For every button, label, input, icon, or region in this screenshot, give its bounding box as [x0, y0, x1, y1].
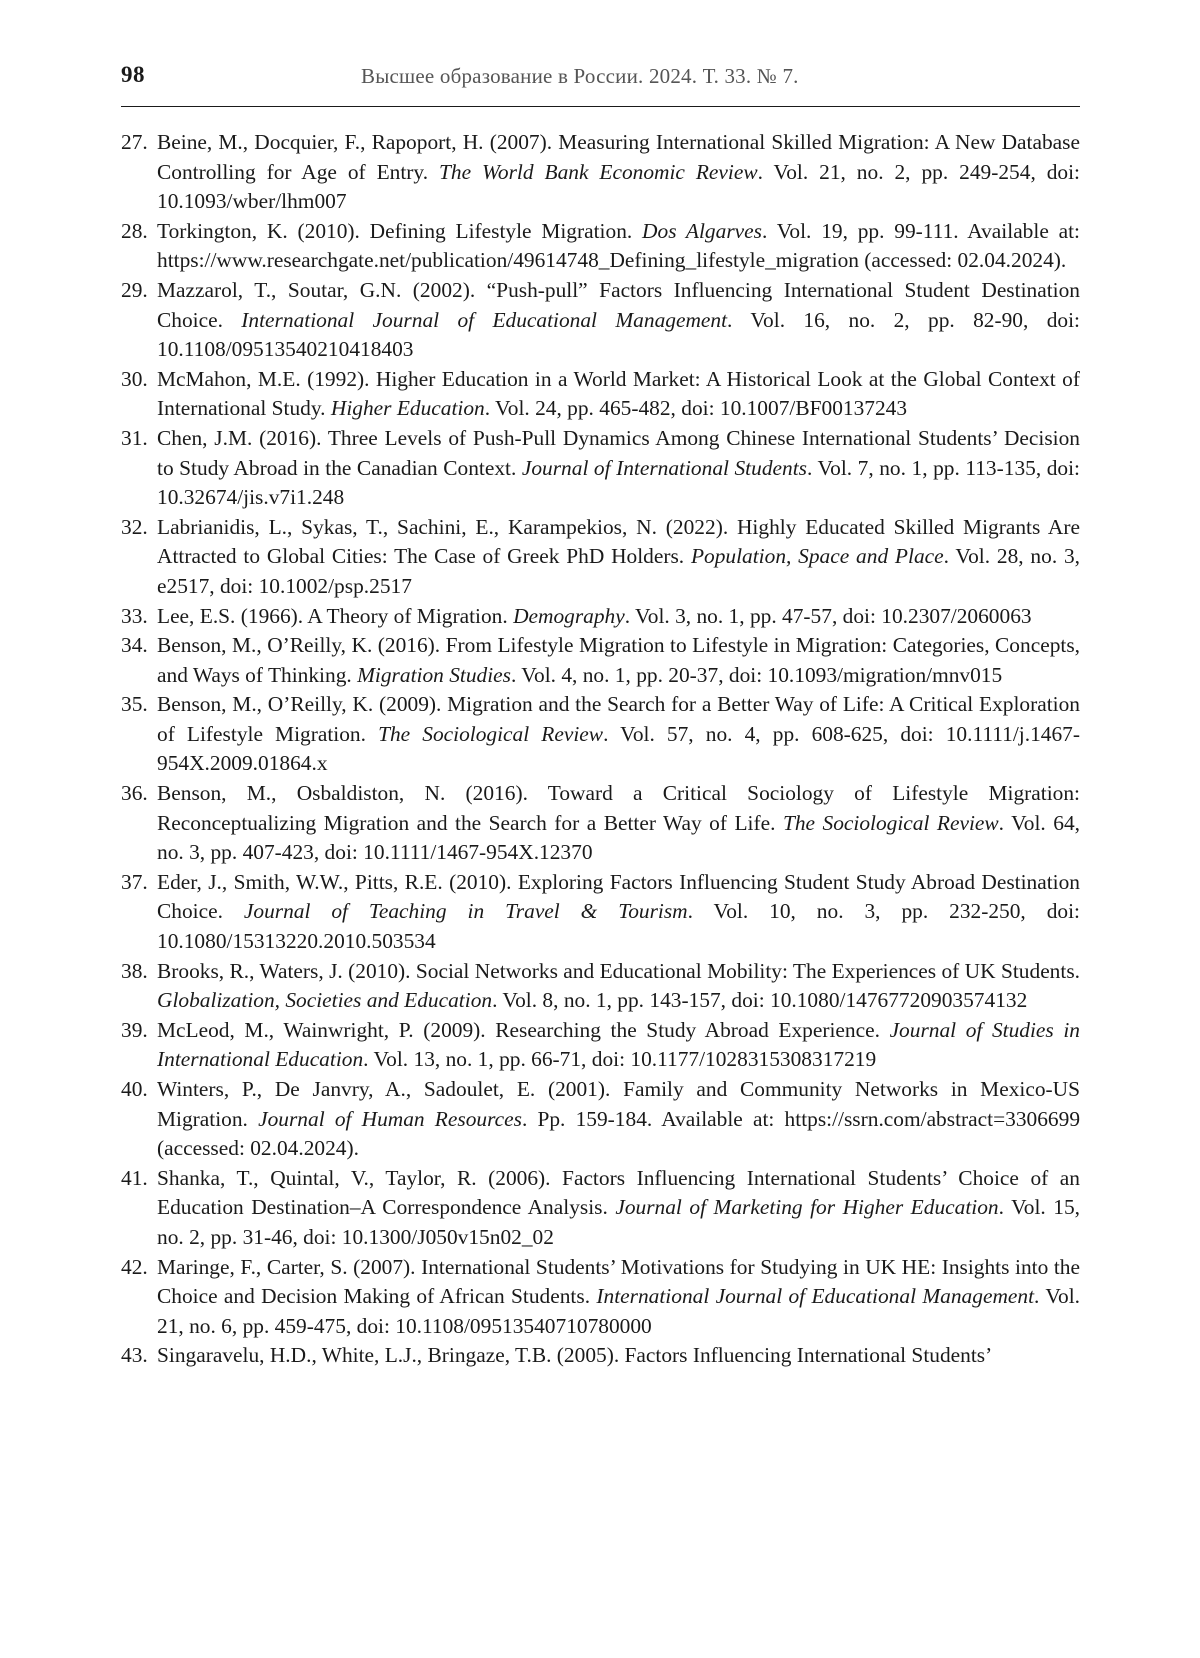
reference-journal: The World Bank Economic Review — [439, 159, 758, 184]
reference-text: Eder, J., Smith, W.W., Pitts, R.E. (2010). Exploring Factors Influencing Student Study Abroad Destination Choice. — [157, 869, 1080, 924]
reference-journal: Journal of International Students — [521, 455, 807, 480]
reference-details: . Vol. 7, no. 1, pp. 113-135, doi: 10.32674/jis.v7i1.248 — [157, 455, 1080, 510]
reference-item — [121, 1016, 1080, 1075]
running-title: Высшее образование в России. 2024. Т. 33. № 7. — [361, 64, 799, 88]
reference-details: . Vol. 15, no. 2, pp. 31-46, doi: 10.1300/J050v15n02_02 — [157, 1195, 1080, 1249]
reference-number: 39. — [121, 1017, 148, 1042]
reference-item — [121, 128, 1080, 217]
reference-item — [121, 779, 1080, 868]
reference-text: Lee, E.S. (1966). A Theory of Migration. — [157, 603, 514, 628]
reference-item — [121, 1341, 1080, 1371]
reference-text: Beine, M., Docquier, F., Rapoport, H. (2007). Measuring International Skilled Migration: A New Database Controlling for Age of Entry. — [157, 130, 1080, 184]
reference-number: 32. — [121, 514, 148, 539]
reference-number: 42. — [121, 1254, 148, 1279]
reference-number: 36. — [121, 781, 148, 806]
reference-number: 29. — [121, 277, 148, 302]
reference-details: . Vol. 3, no. 1, pp. 47-57, doi: 10.2307/2060063 — [624, 603, 1032, 628]
reference-text: Torkington, K. (2010). Defining Lifestyle Migration. — [157, 218, 643, 243]
reference-item — [121, 1164, 1080, 1253]
reference-details: . Pp. 159-184. Available at: https://ssrn.com/abstract=3306699 (accessed: 02.04.2024). — [157, 1106, 1081, 1161]
reference-text: Maringe, F., Carter, S. (2007). International Students’ Motivations for Studying in UK HE: Insights into the Choice and Decision Making of African Students. — [157, 1254, 1080, 1309]
reference-journal: Dos Algarves — [642, 218, 762, 243]
reference-details: . Vol. 13, no. 1, pp. 66-71, doi: 10.1177/1028315308317219 — [363, 1047, 877, 1072]
reference-journal: Journal of Studies in International Education — [157, 1017, 1080, 1072]
reference-number: 30. — [121, 366, 148, 391]
reference-item — [121, 1253, 1080, 1342]
reference-journal: International Journal of Educational Management — [241, 307, 728, 332]
reference-item — [121, 690, 1080, 779]
reference-item — [121, 631, 1080, 690]
reference-text: McMahon, M.E. (1992). Higher Education in a World Market: A Historical Look at the Global Context of International Study. — [157, 366, 1080, 421]
reference-journal: Demography — [513, 603, 625, 628]
reference-details: . Vol. 21, no. 2, pp. 249-254, doi: 10.1093/wber/lhm007 — [157, 159, 1081, 214]
reference-item — [121, 513, 1080, 602]
reference-details: . Vol. 24, pp. 465-482, doi: 10.1007/BF00137243 — [484, 396, 908, 421]
reference-details: . Vol. 10, no. 3, pp. 232-250, doi: 10.1080/15313220.2010.503534 — [157, 899, 1080, 954]
page-header — [121, 62, 1080, 107]
reference-text: Benson, M., O’Reilly, K. (2016). From Lifestyle Migration to Lifestyle in Migration: Categories, Concepts, and Ways of Thinking. — [157, 633, 1080, 687]
reference-item — [121, 217, 1080, 276]
reference-number: 43. — [121, 1343, 148, 1368]
reference-number: 34. — [121, 633, 148, 658]
reference-item — [121, 602, 1080, 632]
reference-text: Benson, M., O’Reilly, K. (2009). Migration and the Search for a Better Way of Life: A Critical Exploration of Lifestyle Migration. — [157, 692, 1080, 746]
reference-item — [121, 276, 1080, 365]
reference-details: . Vol. 8, no. 1, pp. 143-157, doi: 10.1080/14767720903574132 — [492, 988, 1028, 1013]
reference-item — [121, 957, 1080, 1016]
reference-item — [121, 365, 1080, 424]
reference-details: . Vol. 21, no. 6, pp. 459-475, doi: 10.1108/09513540710780000 — [157, 1284, 1081, 1338]
reference-number: 35. — [121, 692, 148, 717]
reference-text: Winters, P., De Janvry, A., Sadoulet, E. (2001). Family and Community Networks in Mexico-US Migration. — [157, 1077, 1080, 1131]
reference-number: 33. — [121, 603, 148, 628]
reference-number: 37. — [121, 869, 148, 894]
reference-text: Benson, M., Osbaldiston, N. (2016). Toward a Critical Sociology of Lifestyle Migration: Reconceptualizing Migration and the Search for a Better Way of Life. — [157, 781, 1080, 835]
reference-text: McLeod, M., Wainwright, P. (2009). Researching the Study Abroad Experience. — [157, 1017, 890, 1042]
page-number: 98 — [121, 62, 145, 87]
reference-number: 38. — [121, 958, 148, 983]
reference-text: Chen, J.M. (2016). Three Levels of Push-Pull Dynamics Among Chinese International Students’ Decision to Study Abroad in the Canadian Context. — [157, 425, 1080, 480]
reference-journal: Journal of Teaching in Travel & Tourism — [243, 899, 688, 924]
reference-number: 27. — [121, 130, 148, 154]
reference-text: Mazzarol, T., Soutar, G.N. (2002). “Push-pull” Factors Influencing International Student Destination Choice. — [157, 277, 1080, 332]
reference-journal: Journal of Human Resources — [258, 1106, 522, 1131]
reference-number: 41. — [121, 1165, 148, 1190]
reference-item — [121, 424, 1080, 513]
reference-item — [121, 1075, 1080, 1164]
reference-journal: The Sociological Review — [378, 721, 604, 746]
reference-text: Brooks, R., Waters, J. (2010). Social Networks and Educational Mobility: The Experiences of UK Students. — [157, 958, 1080, 983]
reference-journal: Globalization, Societies and Education — [157, 988, 493, 1013]
reference-details: . Vol. 64, no. 3, pp. 407-423, doi: 10.1111/1467-954X.12370 — [157, 810, 1080, 865]
reference-item — [121, 868, 1080, 957]
reference-details: . Vol. 4, no. 1, pp. 20-37, doi: 10.1093/migration/mnv015 — [511, 662, 1003, 687]
reference-details: . Vol. 16, no. 2, pp. 82-90, doi: 10.1108/09513540210418403 — [157, 307, 1080, 362]
reference-journal: Higher Education — [330, 396, 485, 421]
reference-number: 28. — [121, 218, 148, 243]
reference-details: . Vol. 28, no. 3, e2517, doi: 10.1002/psp.2517 — [157, 544, 1081, 598]
reference-list — [121, 128, 1080, 1371]
reference-number: 40. — [121, 1077, 148, 1101]
reference-number: 31. — [121, 425, 148, 450]
reference-journal: Migration Studies — [357, 662, 511, 687]
reference-text: Shanka, T., Quintal, V., Taylor, R. (2006). Factors Influencing International Students’ Choice of an Education Destination–A Correspondence Analysis. — [157, 1165, 1080, 1220]
reference-details: . Vol. 19, pp. 99-111. Available at: https://www.researchgate.net/publication/49614748_Defining_lifestyle_migration (accessed: 02.04.2024). — [157, 218, 1080, 273]
reference-journal: International Journal of Educational Management — [596, 1284, 1035, 1309]
reference-journal: Journal of Marketing for Higher Education — [615, 1195, 999, 1220]
reference-text: Labrianidis, L., Sykas, T., Sachini, E., Karampekios, N. (2022). Highly Educated Skilled Migrants Are Attracted to Global Cities: The Case of Greek PhD Holders. — [157, 514, 1080, 569]
reference-journal: Population, Space and Place — [690, 544, 944, 569]
reference-text: Singaravelu, H.D., White, L.J., Bringaze, T.B. (2005). Factors Influencing International Students’ — [157, 1343, 993, 1368]
reference-details: . Vol. 57, no. 4, pp. 608-625, doi: 10.1111/j.1467-954X.2009.01864.x — [157, 721, 1080, 776]
reference-journal: The Sociological Review — [782, 810, 999, 835]
